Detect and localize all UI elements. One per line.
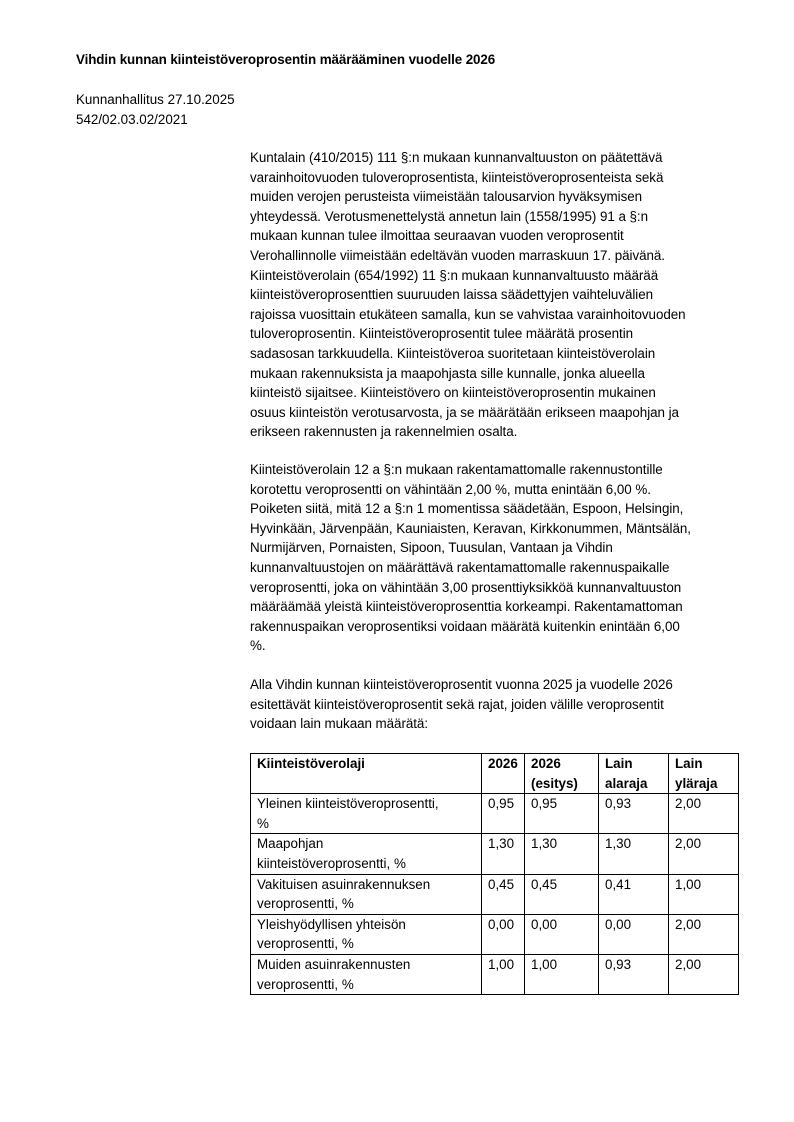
text-line: tuloveroprosentin. Kiinteistöveroprosentit tulee määrätä prosentin — [250, 326, 634, 342]
header-text: Lain — [675, 756, 703, 771]
text-line: Alla Vihdin kunnan kiinteistöveroprosentit vuonna 2025 ja vuodelle 2026 — [250, 677, 673, 692]
table-row — [251, 794, 739, 834]
record-id: 542/02.03.02/2021 — [76, 111, 188, 127]
cell-2026-proposal: 0,00 — [525, 914, 599, 954]
cell-2026: 0,95 — [482, 794, 525, 834]
cell-legal-maximum: 2,00 — [669, 954, 739, 994]
cell-2026-proposal: 1,00 — [525, 954, 599, 994]
header-text: yläraja — [675, 775, 718, 791]
cell-tax-type — [251, 914, 482, 954]
text-line: mukaan rakennuksista ja maapohjasta sille kunnalle, jonka alueella — [250, 365, 645, 381]
cell-legal-minimum: 0,93 — [599, 794, 669, 834]
cell-tax-type — [251, 954, 482, 994]
text-line: sadasosan tarkkuudella. Kiinteistöveroa suoritetaan kiinteistöverolain — [250, 345, 656, 361]
cell-legal-maximum: 2,00 — [669, 794, 739, 834]
text-line: erikseen rakennusten ja rakennelmien osalta. — [250, 424, 518, 440]
text-line: Kuntalain (410/2015) 111 §:n mukaan kunnanvaltuuston on päätettävä — [250, 150, 663, 165]
cell-text: veroprosentti, % — [257, 976, 354, 992]
cell-2026: 0,00 — [482, 914, 525, 954]
header-text: (esitys) — [531, 775, 578, 791]
cell-text: % — [257, 815, 269, 831]
text-line: rajoissa vuosittain etukäteen samalla, kun se vahvistaa varainhoitovuoden — [250, 306, 686, 322]
cell-legal-minimum: 0,41 — [599, 874, 669, 914]
cell-legal-maximum: 2,00 — [669, 914, 739, 954]
cell-legal-maximum: 2,00 — [669, 834, 739, 874]
text-line: mukaan kunnan tulee ilmoittaa seuraavan vuoden veroprosentit — [250, 228, 624, 244]
table-row — [251, 874, 739, 914]
text-line: Hyvinkään, Järvenpään, Kauniaisten, Keravan, Kirkkonummen, Mäntsälän, — [250, 520, 691, 536]
header-text: Lain — [605, 756, 633, 771]
table-header-row — [251, 754, 739, 794]
text-line: määräämää yleistä kiinteistöveroprosenttia korkeampi. Rakentamattoman — [250, 599, 683, 615]
text-line: korotettu veroprosentti on vähintään 2,00 %, mutta enintään 6,00 %. — [250, 481, 651, 497]
header-legal-minimum — [599, 754, 669, 794]
cell-text: Yleishyödyllisen yhteisön — [257, 916, 406, 932]
cell-legal-maximum: 1,00 — [669, 874, 739, 914]
text-line: kiinteistö sijaitsee. Kiinteistövero on kiinteistöveroprosentin mukainen — [250, 385, 656, 401]
text-line: voidaan lain mukaan määrätä: — [250, 716, 428, 732]
table-row — [251, 954, 739, 994]
paragraph-legal-basis — [250, 148, 750, 442]
text-line: Kiinteistöverolain 12 a §:n mukaan rakentamattomalle rakennustontille — [250, 462, 663, 477]
document-title: Vihdin kunnan kiinteistöveroprosentin määrääminen vuodelle 2026 — [76, 52, 496, 67]
cell-legal-minimum: 0,00 — [599, 914, 669, 954]
meeting-date: Kunnanhallitus 27.10.2025 — [76, 92, 235, 107]
cell-legal-minimum: 0,93 — [599, 954, 669, 994]
table-row — [251, 914, 739, 954]
header-text: 2026 — [531, 756, 561, 771]
cell-text: Muiden asuinrakennusten — [257, 956, 411, 972]
cell-text: Vakituisen asuinrakennuksen — [257, 876, 431, 892]
paragraph-unbuilt-plots — [250, 460, 750, 656]
header-2026-proposal — [525, 754, 599, 794]
text-line: esitettävät kiinteistöveroprosentit sekä rajat, joiden välille veroprosentit — [250, 696, 664, 712]
cell-2026-proposal: 0,95 — [525, 794, 599, 834]
header-2026 — [482, 754, 525, 794]
text-line: yhteydessä. Verotusmenettelystä annetun lain (1558/1995) 91 a §:n — [250, 208, 648, 224]
cell-tax-type — [251, 794, 482, 834]
table-body — [251, 794, 739, 995]
cell-2026: 1,30 — [482, 834, 525, 874]
cell-text: veroprosentti, % — [257, 896, 354, 912]
cell-2026-proposal: 0,45 — [525, 874, 599, 914]
header-text: Kiinteistöverolaji — [257, 756, 365, 771]
document-meta — [76, 90, 235, 129]
header-legal-maximum — [669, 754, 739, 794]
text-line: Verohallinnolle viimeistään edeltävän vuoden marraskuun 17. päivänä. — [250, 247, 665, 263]
header-text: 2026 — [488, 756, 518, 771]
text-line: kiinteistöveroprosenttien suuruuden laissa säädettyjen vaihteluvälien — [250, 287, 653, 303]
paragraph-table-intro — [250, 675, 750, 734]
table-row — [251, 834, 739, 874]
cell-2026: 1,00 — [482, 954, 525, 994]
cell-text: Maapohjan — [257, 836, 324, 852]
cell-tax-type — [251, 874, 482, 914]
tax-rate-table — [250, 753, 739, 995]
text-line: muiden verojen perusteista viimeistään talousarvion hyväksymisen — [250, 189, 643, 205]
cell-2026: 0,45 — [482, 874, 525, 914]
text-line: Poiketen siitä, mitä 12 a §:n 1 momentissa säädetään, Espoon, Helsingin, — [250, 501, 684, 517]
cell-2026-proposal: 1,30 — [525, 834, 599, 874]
cell-legal-minimum: 1,30 — [599, 834, 669, 874]
text-line: veroprosentti, joka on vähintään 3,00 prosenttiyksikköä kunnanvaltuuston — [250, 579, 682, 595]
cell-text: Yleinen kiinteistöveroprosentti, — [257, 796, 439, 812]
cell-tax-type — [251, 834, 482, 874]
text-line: kunnanvaltuustojen on määrättävä rakentamattomalle rakennuspaikalle — [250, 559, 670, 575]
text-line: rakennuspaikan veroprosentiksi voidaan määrätä kuitenkin enintään 6,00 — [250, 618, 680, 634]
text-line: Kiinteistöverolain (654/1992) 11 §:n mukaan kunnanvaltuusto määrää — [250, 267, 659, 283]
header-text: alaraja — [605, 775, 648, 791]
header-property-tax-type — [251, 754, 482, 794]
text-line: Nurmijärven, Pornaisten, Sipoon, Tuusulan, Vantaan ja Vihdin — [250, 540, 613, 556]
text-line: varainhoitovuoden tuloveroprosentista, kiinteistöveroprosenteista sekä — [250, 169, 664, 185]
text-line: %. — [250, 638, 266, 654]
text-line: osuus kiinteistön verotusarvosta, ja se määrätään erikseen maapohjan ja — [250, 404, 679, 420]
cell-text: veroprosentti, % — [257, 936, 354, 952]
cell-text: kiinteistöveroprosentti, % — [257, 855, 406, 871]
